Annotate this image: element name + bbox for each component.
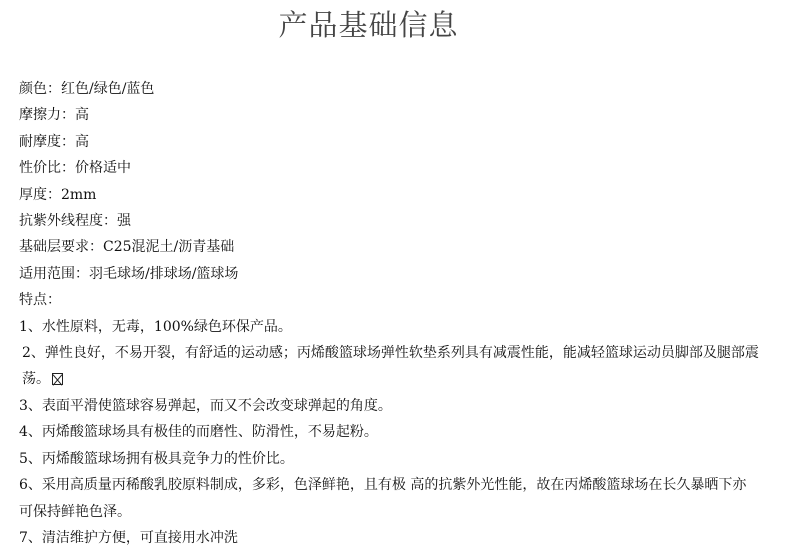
- spec-color: 颜色：红色/绿色/蓝色: [19, 81, 155, 97]
- feature-item-2-text: 2、弹性良好，不易开裂，有舒适的运动感；丙烯酸篮球场弹性软垫系列具有减震性能，能减轻篮球运动员脚部及腿部震荡。: [22, 345, 759, 388]
- feature-item-6: 6、采用高质量丙稀酸乳胶原料制成，多彩，色泽鲜艳，且有极 高的抗紫外光性能，故在丙烯酸篮球场在长久暴晒下亦可保持鲜艳色泽。: [19, 477, 747, 520]
- spec-application-scope: 适用范围：羽毛球场/排球场/篮球场: [19, 265, 239, 282]
- feature-item-5: 5、丙烯酸篮球场拥有极具竞争力的性价比。: [19, 450, 294, 467]
- spec-friction: 摩擦力：高: [19, 107, 89, 124]
- feature-item-7: 7、清洁维护方便，可直接用水冲洗: [19, 529, 238, 546]
- features-heading: 特点：: [19, 292, 61, 309]
- spec-thickness: 厚度：2mm: [19, 186, 97, 203]
- spec-wear-resistance: 耐摩度：高: [19, 133, 89, 150]
- page-title: 产品基础信息: [278, 8, 459, 42]
- broken-glyph-box-icon: [52, 373, 63, 385]
- product-info-body: [19, 76, 759, 551]
- feature-item-4: 4、丙烯酸篮球场具有极佳的而磨性、防滑性，不易起粉。: [19, 424, 378, 441]
- feature-item-3: 3、表面平滑使篮球容易弹起，而又不会改变球弹起的角度。: [19, 397, 392, 414]
- spec-cost-performance: 性价比：价格适中: [19, 160, 131, 177]
- spec-base-requirement: 基础层要求：C25混泥土/沥青基础: [19, 239, 235, 256]
- feature-item-1: 1、水性原料，无毒，100%绿色环保产品。: [19, 318, 292, 335]
- feature-item-2: [19, 340, 759, 393]
- spec-uv-resistance: 抗紫外线程度：强: [19, 213, 131, 230]
